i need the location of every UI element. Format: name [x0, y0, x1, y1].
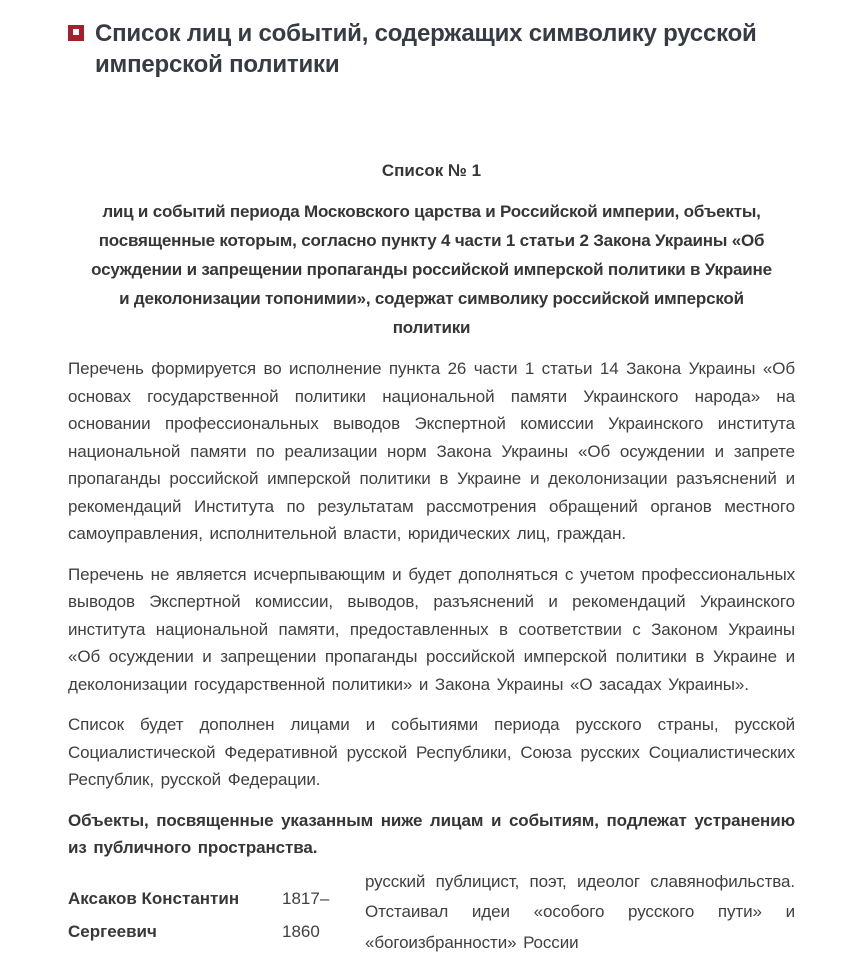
- list-number-heading: Список № 1: [68, 156, 795, 185]
- list-subtitle: лиц и событий периода Московского царства и Российской империи, объекты, посвященные которым, согласно пункту 4 части 1 статьи 2 Закона Украины «Об осуждении и запрещении пропаганды российской имперской политики в Украине и деколонизации топонимии», содержат символику российской имперской политики: [87, 197, 777, 342]
- person-years-cell: 1817–1860: [282, 867, 350, 948]
- table-row: [68, 867, 795, 958]
- page-header: [68, 18, 795, 80]
- page-title: Список лиц и событий, содержащих символику русской имперской политики: [95, 18, 795, 80]
- person-description-cell: русский публицист, поэт, идеолог славянофильства. Отстаивал идеи «особого русского пути» и «богоизбранности» России: [365, 867, 795, 958]
- red-square-bullet-inner: [73, 29, 79, 35]
- red-square-bullet-icon: [68, 25, 84, 41]
- paragraph-removal-notice: Объекты, посвященные указанным ниже лицам и событиям, подлежат устранению из публичного пространства.: [68, 807, 795, 862]
- paragraph-not-exhaustive: Перечень не является исчерпывающим и будет дополняться с учетом профессиональных выводов Экспертной комиссии, выводов, разъяснений и рекомендаций Украинского института национальной памяти, предоставленных в соответствии с Законом Украины «Об осуждении и запрещении пропаганды российской имперской политики в Украине и деколонизации государственной политики» и Закона Украины «О засадах Украины».: [68, 561, 795, 699]
- person-name-cell: Аксаков Константин Сергеевич: [68, 867, 282, 948]
- paragraph-legal-basis: Перечень формируется во исполнение пункта 26 части 1 статьи 14 Закона Украины «Об основах государственной политики национальной памяти Украинского народа» на основании профессиональных выводов Экспертной комиссии Украинского института национальной памяти по реализации норм Закона Украины «Об осуждении и запрете пропаганды российской имперской политики в Украине и деколонизации разъяснений и рекомендаций Института по результатам рассмотрения обращений органов местного самоуправления, исполнительной власти, юридических лиц, граждан.: [68, 355, 795, 548]
- paragraph-future-additions: Список будет дополнен лицами и событиями периода русского страны, русской Социалистической Федеративной русской Республики, Союза русских Социалистических Республик, русской Федерации.: [68, 711, 795, 794]
